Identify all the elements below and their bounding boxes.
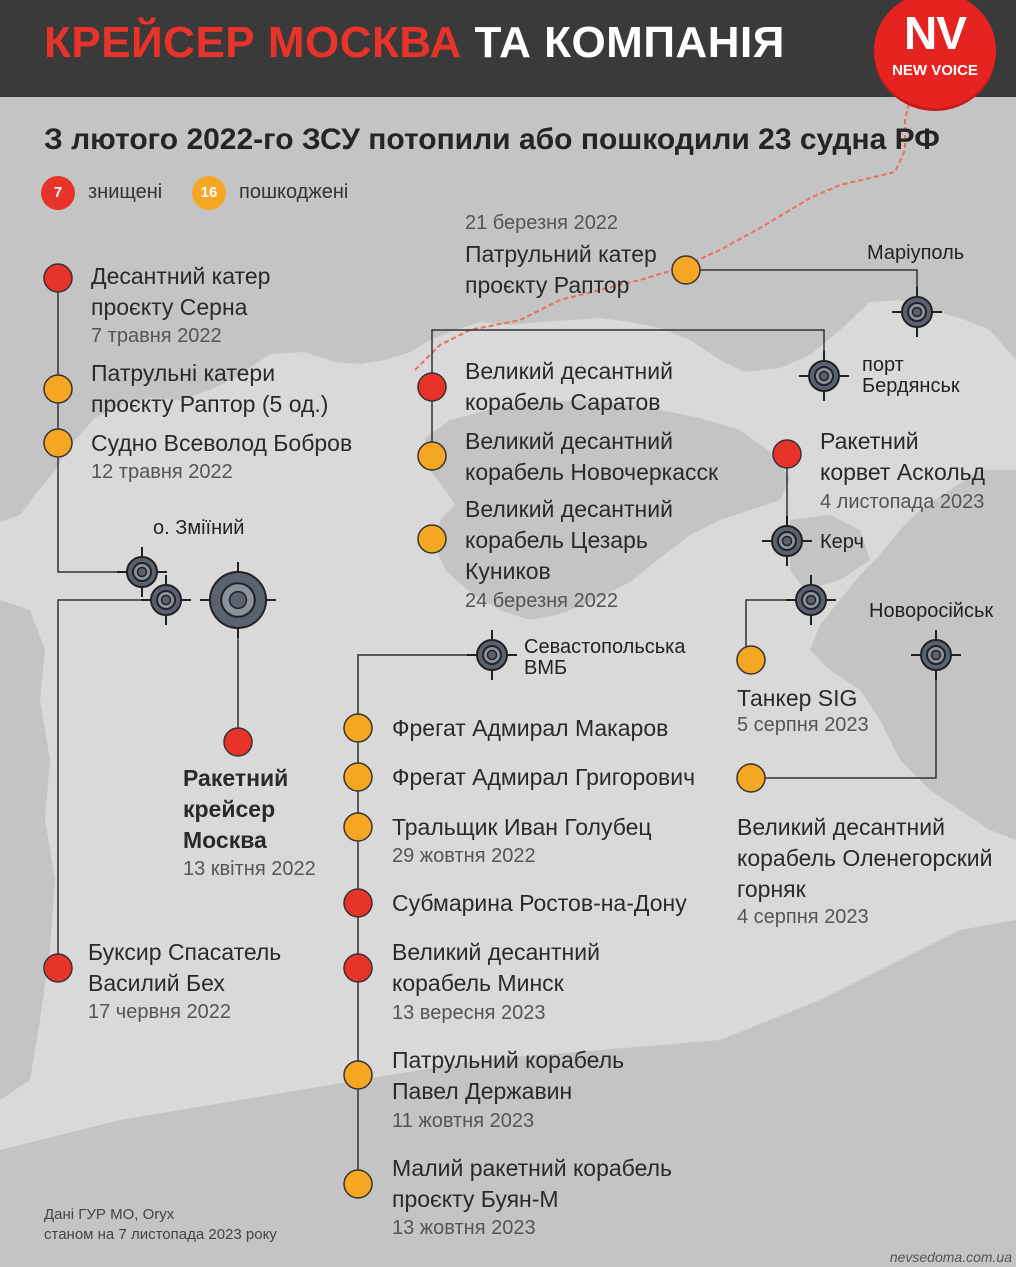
logo-main: NV	[904, 7, 966, 59]
legend-destroyed-label: знищені	[88, 181, 163, 203]
ship-serna-2: проєкту Серна	[91, 294, 248, 320]
dot-raptor	[672, 256, 700, 284]
ship-moskva-2: крейсер	[183, 796, 276, 822]
ship-novocherkassk-1: Великий десантний	[465, 428, 673, 454]
title-white: ТА КОМПАНІЯ	[474, 18, 785, 67]
ship-kunikov-1: Великий десантний	[465, 496, 673, 522]
ship-buyan-2: проєкту Буян-М	[392, 1186, 559, 1212]
dot-sig	[737, 646, 765, 674]
ship-saratov-2: корабель Саратов	[465, 389, 661, 415]
title-red: КРЕЙСЕР МОСКВА	[44, 18, 462, 67]
ship-grigorovich: Фрегат Адмирал Григорович	[392, 764, 696, 790]
ship-askold-2: корвет Аскольд	[820, 459, 986, 485]
ship-raptor5-1: Патрульні катери	[91, 360, 276, 386]
ship-minsk-date: 13 вересня 2023	[392, 1002, 546, 1024]
ship-bekh-date: 17 червня 2022	[88, 1001, 232, 1023]
ship-kunikov-2: корабель Цезарь	[465, 527, 648, 553]
ship-bobrov: Судно Всеволод Бобров	[91, 430, 353, 456]
ship-makarov: Фрегат Адмирал Макаров	[392, 715, 669, 741]
ship-rostov: Субмарина Ростов-на-Дону	[392, 890, 687, 916]
ship-askold-1: Ракетний	[820, 428, 919, 454]
ship-olenegorsky-2: корабель Оленегорский	[737, 845, 993, 871]
city-berdiansk-2: Бердянськ	[862, 375, 960, 397]
page-title	[44, 18, 785, 68]
ship-derzhavin-1: Патрульний корабель	[392, 1047, 625, 1073]
dot-buyan	[344, 1170, 372, 1198]
city-mariupol: Маріуполь	[867, 242, 965, 264]
ship-moskva-1: Ракетний	[183, 765, 289, 791]
ship-raptor5-2: проєкту Раптор (5 од.)	[91, 391, 329, 417]
ship-bekh-2: Василий Бех	[88, 970, 225, 996]
legend-damaged-label: пошкоджені	[239, 181, 349, 203]
ship-sig: Танкер SIG	[737, 685, 858, 711]
dot-kunikov	[418, 525, 446, 553]
ship-olenegorsky-date: 4 серпня 2023	[737, 906, 869, 928]
ship-bekh-1: Буксир Спасатель	[88, 939, 282, 965]
ship-serna-date: 7 травня 2022	[91, 325, 222, 347]
dot-askold	[773, 440, 801, 468]
city-novorossiysk: Новоросійськ	[869, 600, 994, 622]
dot-derzhavin	[344, 1061, 372, 1089]
source-line-1: Дані ГУР МО, Oryx	[44, 1206, 175, 1223]
ship-bobrov-date: 12 травня 2022	[91, 461, 233, 483]
dot-rostov	[344, 889, 372, 917]
ship-raptor-2: проєкту Раптор	[465, 272, 630, 298]
dot-saratov	[418, 373, 446, 401]
ship-moskva-date: 13 квітня 2022	[183, 858, 316, 880]
ship-minsk-1: Великий десантний	[392, 939, 600, 965]
subtitle: З лютого 2022-го ЗСУ потопили або пошкодили 23 судна РФ	[44, 123, 940, 156]
ship-sig-date: 5 серпня 2023	[737, 714, 869, 736]
ship-saratov-1: Великий десантний	[465, 358, 673, 384]
dot-bekh	[44, 954, 72, 982]
ship-minsk-2: корабель Минск	[392, 970, 564, 996]
legend-destroyed-dot: 7	[41, 176, 75, 210]
ship-serna-1: Десантний катер	[91, 263, 271, 289]
dot-novocherkassk	[418, 442, 446, 470]
dot-bobrov	[44, 429, 72, 457]
source-note	[44, 1205, 277, 1245]
dot-olenegorsky	[737, 764, 765, 792]
legend-damaged-dot: 16	[192, 176, 226, 210]
ship-derzhavin-date: 11 жовтня 2023	[392, 1110, 535, 1132]
city-kerch: Керч	[820, 531, 864, 553]
ship-buyan-date: 13 жовтня 2023	[392, 1217, 536, 1239]
city-sevastopol-2: ВМБ	[524, 657, 568, 679]
ship-golubets-date: 29 жовтня 2022	[392, 845, 536, 867]
ship-kunikov-3: Куников	[465, 558, 551, 584]
city-berdiansk-1: порт	[862, 354, 904, 376]
ship-novocherkassk-2: корабель Новочеркасск	[465, 459, 719, 485]
ship-askold-date: 4 листопада 2023	[820, 491, 985, 513]
logo-sub: NEW VOICE	[892, 62, 978, 79]
ship-olenegorsky-1: Великий десантний	[737, 814, 945, 840]
dot-golubets	[344, 813, 372, 841]
ship-raptor-1: Патрульний катер	[465, 241, 657, 267]
ship-raptor-date: 21 березня 2022	[465, 212, 619, 234]
source-line-2: станом на 7 листопада 2023 року	[44, 1226, 277, 1243]
dot-grigorovich	[344, 763, 372, 791]
ship-kunikov-date: 24 березня 2022	[465, 590, 619, 612]
ship-derzhavin-2: Павел Державин	[392, 1078, 573, 1104]
watermark: nevsedoma.com.ua	[889, 1249, 1012, 1265]
header-bar	[0, 0, 1016, 97]
city-zmiinyi: о. Зміїний	[153, 517, 245, 539]
ship-moskva-3: Москва	[183, 827, 267, 853]
ship-golubets: Тральщик Иван Голубец	[392, 814, 652, 840]
ship-olenegorsky-3: горняк	[737, 876, 806, 902]
city-sevastopol-1: Севастопольська	[524, 636, 686, 658]
dot-moskva	[224, 728, 252, 756]
dot-raptor5	[44, 375, 72, 403]
ship-buyan-1: Малий ракетний корабель	[392, 1155, 673, 1181]
dot-makarov	[344, 714, 372, 742]
dot-serna	[44, 264, 72, 292]
dot-minsk	[344, 954, 372, 982]
